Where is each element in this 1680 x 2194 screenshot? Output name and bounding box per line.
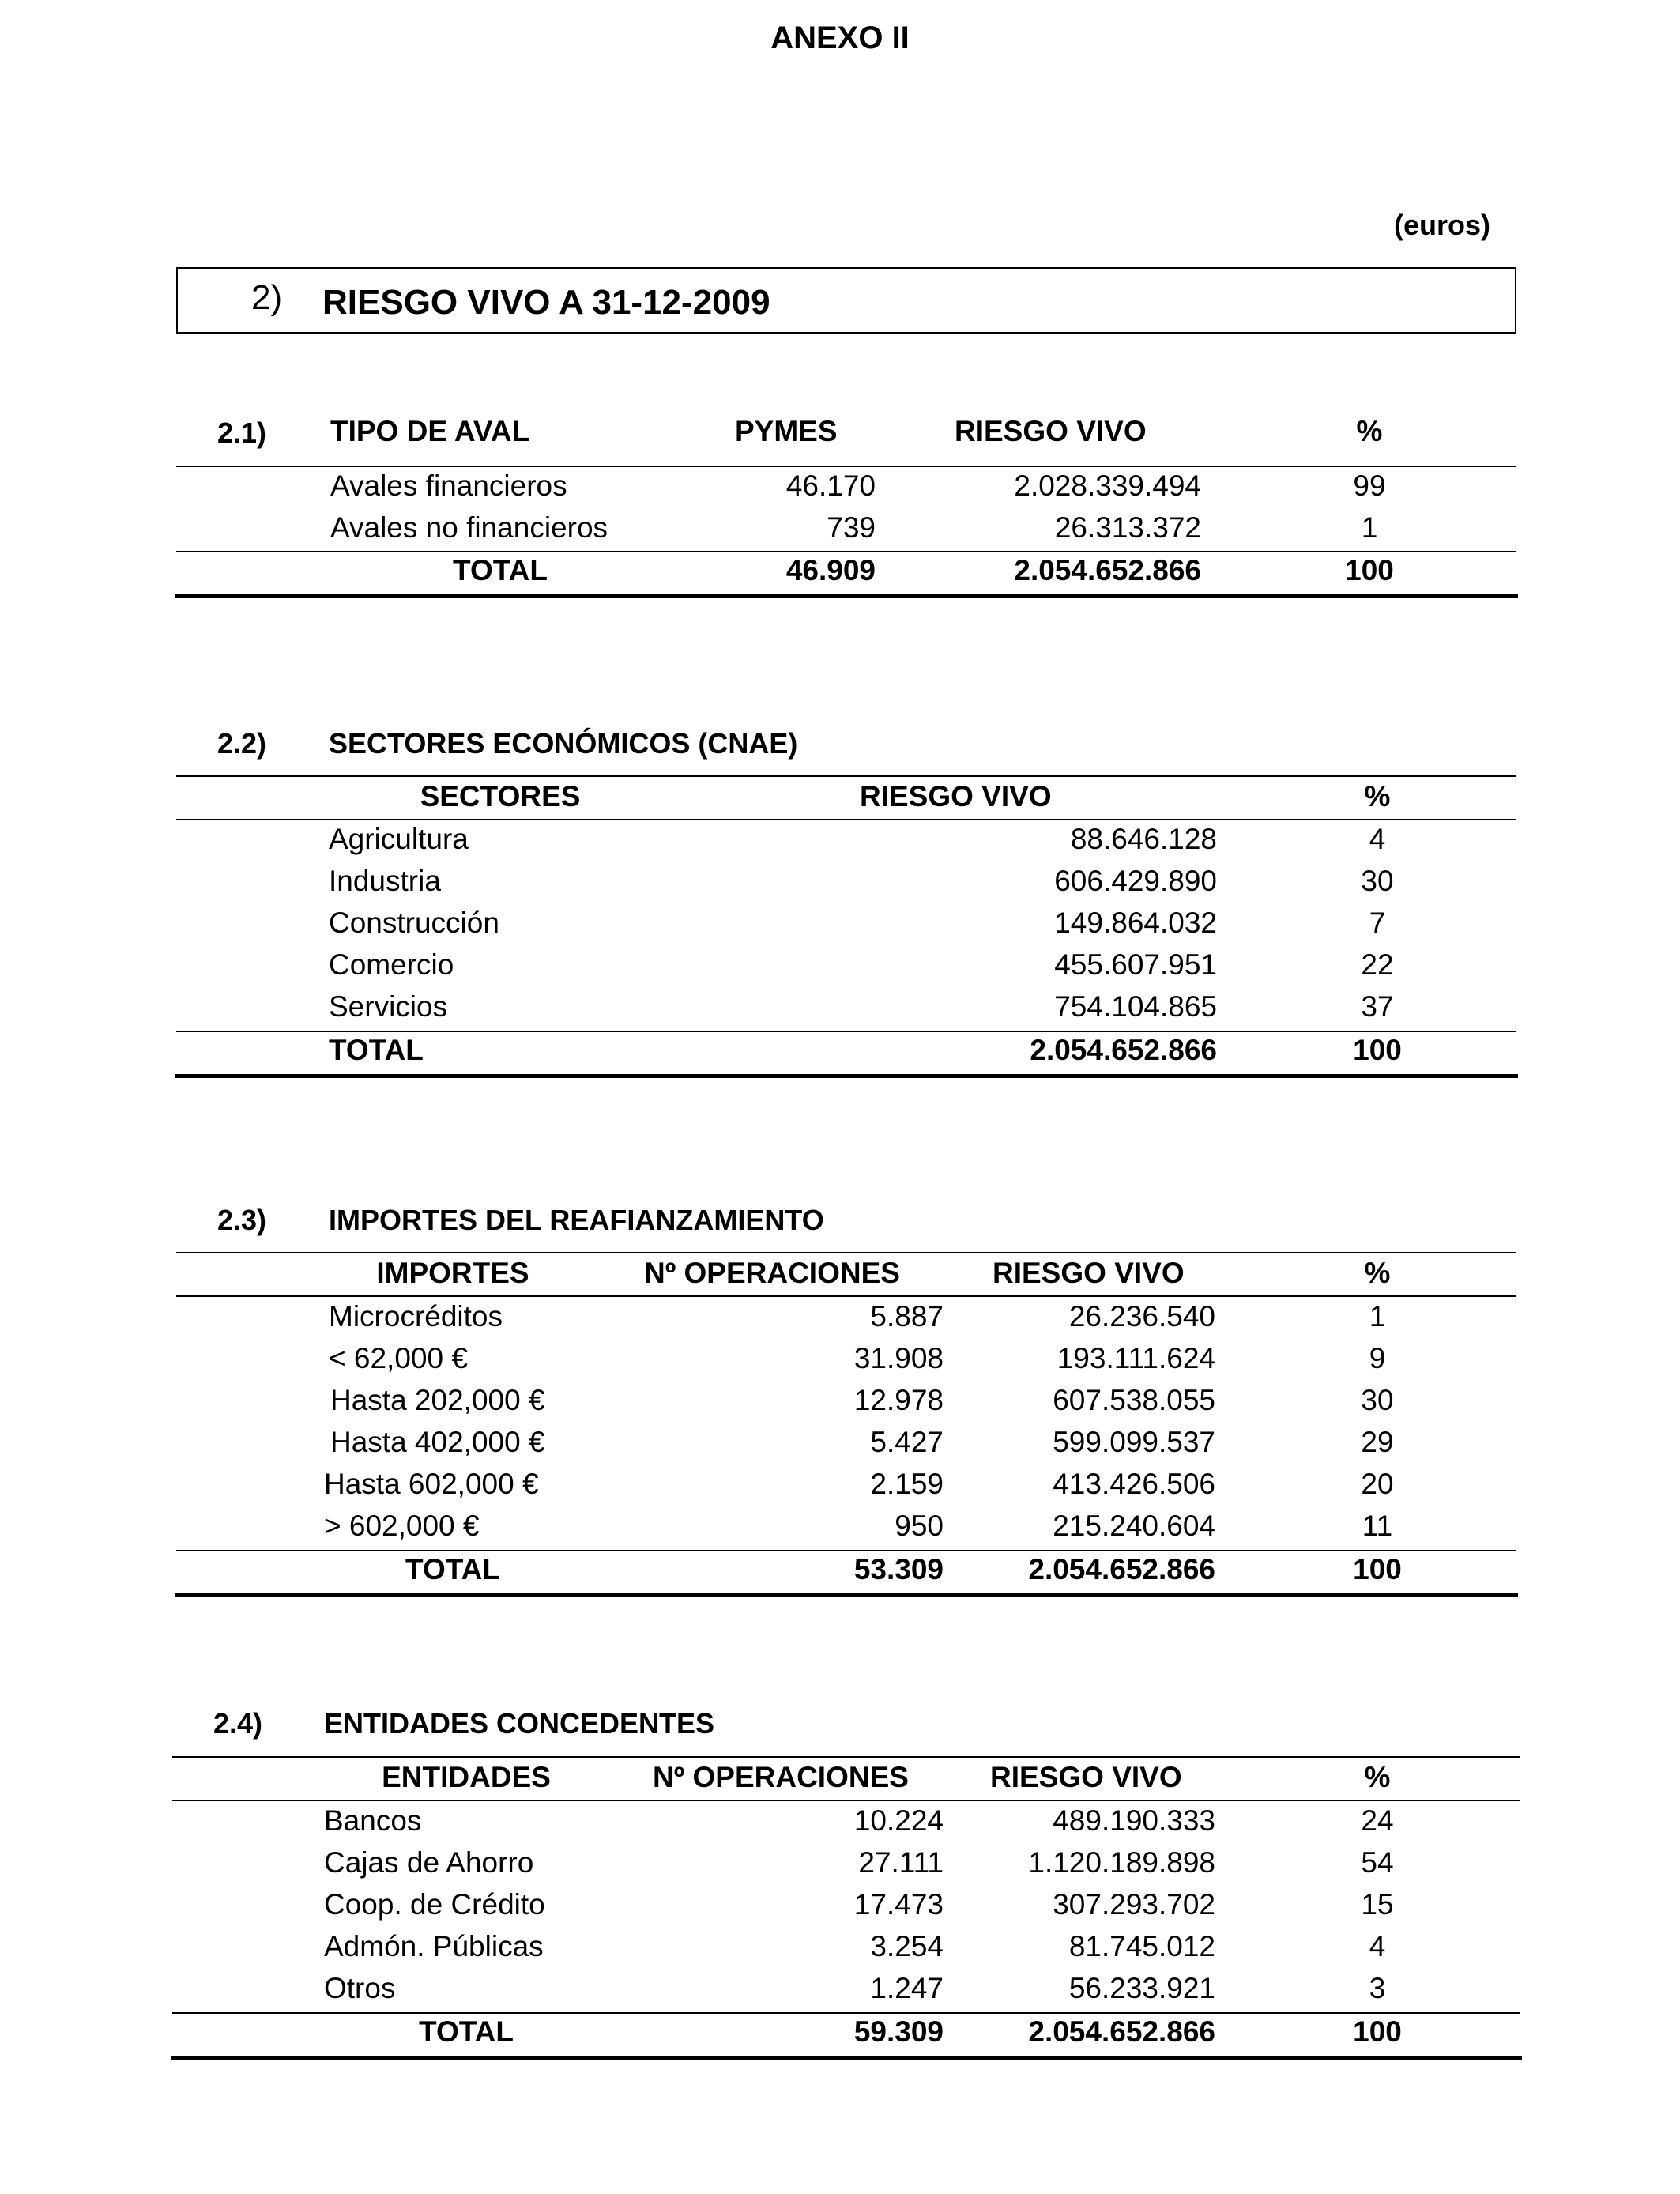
s21-header-tipo: TIPO DE AVAL [330,415,530,447]
s24-row1-pct: 24 [1361,1804,1394,1837]
s24-row1-ops: 10.224 [853,1804,944,1837]
s24-header-pct: % [1364,1761,1391,1793]
s22-row3-pct: 7 [1369,907,1386,939]
s23-total-label: TOTAL [405,1553,500,1585]
s21-total-riesgo: 2.054.652.866 [1014,554,1201,586]
s24-row2-pct: 54 [1361,1846,1394,1879]
s21-total-rule [176,551,1516,552]
s21-header-riesgo: RIESGO VIVO [955,415,1147,447]
s24-row5-ops: 1.247 [870,1972,944,2004]
s22-header-sectores: SECTORES [420,780,581,812]
s21-header-pymes: PYMES [735,415,838,447]
s23-row1-pct: 1 [1369,1300,1386,1333]
s22-header-pct: % [1364,780,1391,812]
s23-row2-ops: 31.908 [853,1342,944,1374]
section-2-4-title: ENTIDADES CONCEDENTES [324,1707,715,1740]
s24-row3-ops: 17.473 [853,1888,944,1921]
section-2-4-number: 2.4) [213,1707,263,1740]
s23-row6-pct: 11 [1362,1510,1393,1542]
s24-row1-riesgo: 489.190.333 [1053,1804,1215,1837]
s23-total-riesgo: 2.054.652.866 [1028,1553,1215,1585]
s23-header-operaciones: Nº OPERACIONES [644,1257,900,1289]
page-title: ANEXO II [770,21,910,55]
s24-row3-label: Coop. de Crédito [324,1888,545,1921]
s22-bottom-rule [175,1074,1518,1078]
s24-total-rule [172,2012,1520,2014]
s24-row4-pct: 4 [1369,1930,1386,1962]
s24-row2-riesgo: 1.120.189.898 [1028,1846,1215,1879]
s23-row3-riesgo: 607.538.055 [1053,1384,1215,1416]
s21-row2-pymes: 739 [827,511,876,544]
s21-total-pct: 100 [1345,554,1394,586]
s23-header-pct: % [1364,1257,1391,1289]
s23-row1-riesgo: 26.236.540 [1068,1300,1215,1333]
s21-row1-riesgo: 2.028.339.494 [1014,469,1201,502]
s24-header-entidades: ENTIDADES [382,1761,551,1793]
s22-row4-pct: 22 [1361,948,1394,981]
s24-row5-riesgo: 56.233.921 [1068,1972,1215,2004]
s24-row2-label: Cajas de Ahorro [324,1846,534,1879]
s23-bottom-rule [175,1593,1518,1597]
s22-row1-riesgo: 88.646.128 [1070,823,1217,855]
s24-header-riesgo: RIESGO VIVO [990,1761,1182,1793]
s23-row6-label: > 602,000 € [324,1510,480,1542]
s21-row2-label: Avales no financieros [330,511,608,544]
s21-row2-pct: 1 [1361,511,1378,544]
s23-row6-riesgo: 215.240.604 [1053,1510,1215,1542]
s23-total-pct: 100 [1353,1553,1402,1585]
s23-header-importes: IMPORTES [376,1257,529,1289]
s24-row5-pct: 3 [1369,1972,1386,2004]
s23-row4-pct: 29 [1361,1426,1394,1458]
s22-row5-pct: 37 [1361,990,1394,1023]
s21-header-pct: % [1356,415,1383,447]
s23-header-riesgo: RIESGO VIVO [993,1257,1185,1289]
s23-header-rule [176,1295,1516,1297]
s24-row1-label: Bancos [324,1804,422,1837]
section-2-1-number: 2.1) [217,417,267,449]
s22-row4-riesgo: 455.607.951 [1054,948,1217,981]
s24-total-riesgo: 2.054.652.866 [1028,2015,1215,2048]
section-2-2-title: SECTORES ECONÓMICOS (CNAE) [329,727,798,760]
s23-total-rule [176,1550,1516,1551]
s23-row1-label: Microcréditos [329,1300,503,1333]
s21-row1-pymes: 46.170 [785,469,876,502]
s24-total-ops: 59.309 [853,2015,944,2048]
s22-row2-pct: 30 [1361,865,1394,897]
s23-row4-riesgo: 599.099.537 [1053,1426,1215,1458]
s24-bottom-rule [171,2056,1522,2060]
s22-row3-label: Construcción [329,907,499,939]
s22-header-rule [176,819,1516,820]
s23-row5-pct: 20 [1361,1468,1394,1500]
s23-row1-ops: 5.887 [870,1300,944,1333]
units-label: (euros) [1393,209,1490,241]
s21-row1-pct: 99 [1353,469,1386,502]
s22-header-riesgo: RIESGO VIVO [860,780,1052,812]
section-2-3-title: IMPORTES DEL REAFIANZAMIENTO [329,1204,824,1236]
s23-row2-pct: 9 [1369,1342,1386,1374]
s23-total-ops: 53.309 [853,1553,944,1585]
s22-total-label: TOTAL [329,1034,424,1066]
s21-bottom-rule [175,594,1518,598]
s21-total-label: TOTAL [453,554,548,586]
s22-top-rule [176,775,1516,777]
s23-row4-ops: 5.427 [870,1426,944,1458]
s23-row3-ops: 12.978 [853,1384,944,1416]
s22-total-pct: 100 [1353,1034,1402,1066]
s24-row2-ops: 27.111 [858,1846,944,1879]
s23-row6-ops: 950 [895,1510,944,1542]
section-2-3-number: 2.3) [217,1204,267,1236]
section-2-2-number: 2.2) [217,727,267,760]
s24-total-label: TOTAL [419,2015,514,2048]
s23-row5-ops: 2.159 [870,1468,944,1500]
s21-total-pymes: 46.909 [785,554,876,586]
s23-row5-riesgo: 413.426.506 [1053,1468,1215,1500]
s22-row3-riesgo: 149.864.032 [1054,907,1217,939]
s24-row4-ops: 3.254 [870,1930,944,1962]
s24-total-pct: 100 [1353,2015,1402,2048]
s23-row2-riesgo: 193.111.624 [1057,1342,1215,1374]
s22-row2-label: Industria [329,865,441,897]
s23-row5-label: Hasta 602,000 € [324,1468,539,1500]
s24-row3-pct: 15 [1361,1888,1394,1921]
s22-row1-pct: 4 [1369,823,1386,855]
s23-row4-label: Hasta 402,000 € [330,1426,545,1458]
s24-row4-label: Admón. Públicas [324,1930,544,1962]
s23-row3-label: Hasta 202,000 € [330,1384,545,1416]
s22-row4-label: Comercio [329,948,454,981]
s22-row2-riesgo: 606.429.890 [1054,865,1217,897]
s22-row1-label: Agricultura [329,823,469,855]
s23-row3-pct: 30 [1361,1384,1394,1416]
main-box-number: 2) [251,278,283,317]
s24-top-rule [172,1756,1520,1758]
s22-total-riesgo: 2.054.652.866 [1030,1034,1217,1066]
main-box-title: RIESGO VIVO A 31-12-2009 [322,283,770,322]
s22-total-rule [176,1031,1516,1032]
s24-row5-label: Otros [324,1972,396,2004]
s21-row1-label: Avales financieros [330,469,567,502]
s23-row2-label: < 62,000 € [329,1342,468,1374]
s22-row5-riesgo: 754.104.865 [1054,990,1217,1023]
s24-header-rule [172,1800,1520,1801]
s23-top-rule [176,1252,1516,1253]
s22-row5-label: Servicios [329,990,448,1023]
s24-header-operaciones: Nº OPERACIONES [653,1761,909,1793]
s21-row2-riesgo: 26.313.372 [1054,511,1201,544]
s24-row3-riesgo: 307.293.702 [1053,1888,1215,1921]
s21-header-rule [176,466,1516,467]
s24-row4-riesgo: 81.745.012 [1068,1930,1215,1962]
